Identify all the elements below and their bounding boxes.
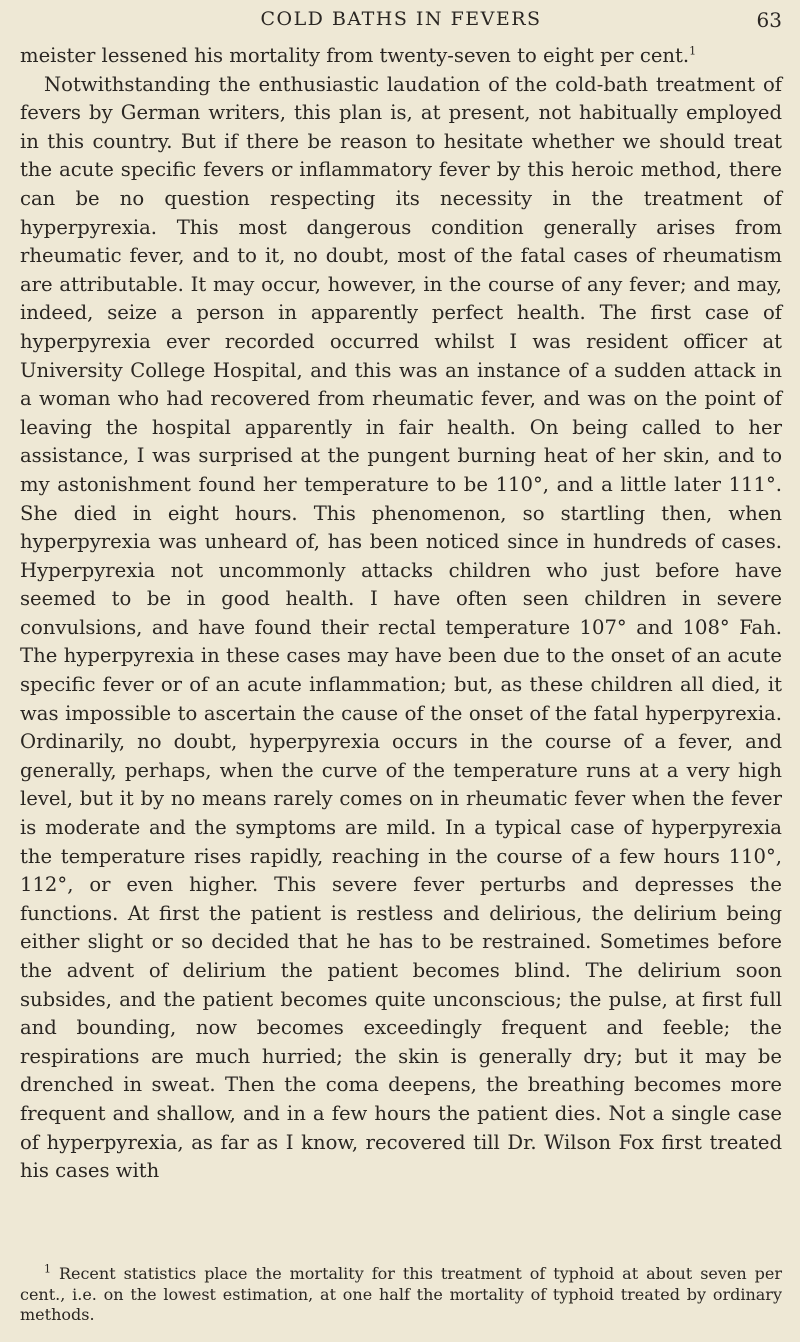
footnote-marker: 1 bbox=[44, 1262, 51, 1276]
footnote-reference: 1 bbox=[689, 44, 697, 58]
page-number: 63 bbox=[756, 8, 782, 32]
footnote bbox=[20, 1264, 782, 1326]
paragraph-1-text: meister lessened his mortality from twenty-seven to eight per cent. bbox=[20, 44, 690, 67]
footnote-text: Recent statistics place the mortality for this treatment of typhoid at about seven per cent., i.e. on the lowest estimation, at one half the mortality of typhoid treated by ordinary methods. bbox=[20, 1264, 782, 1324]
running-title: COLD BATHS IN FEVERS bbox=[260, 8, 542, 30]
paragraph-2: Notwithstanding the enthusiastic laudation of the cold-bath treatment of fevers by German writers, this plan is, at present, not habitually employed in this country. But if there be reason to hesitate whether we should treat the acute specific fevers or inflammatory fever by this heroic method, there can be no question respecting its necessity in the treatment of hyperpyrexia. This most dangerous condition generally arises from rheumatic fever, and to it, no doubt, most of the fatal cases of rheumatism are attributable. It may occur, however, in the course of any fever; and may, indeed, seize a person in apparently perfect health. The first case of hyperpyrexia ever recorded occurred whilst I was resident officer at University College Hospital, and this was an instance of a sudden attack in a woman who had recovered from rheumatic fever, and was on the point of leaving the hospital apparently in fair health. On being called to her assistance, I was surprised at the pungent burning heat of her skin, and to my astonishment found her temperature to be 110°, and a little later 111°. She died in eight hours. This phenomenon, so startling then, when hyperpyrexia was unheard of, has been noticed since in hundreds of cases. Hyperpyrexia not uncommonly attacks children who just before have seemed to be in good health. I have often seen children in severe convulsions, and have found their rectal temperature 107° and 108° Fah. The hyperpyrexia in these cases may have been due to the onset of an acute specific fever or of an acute inflammation; but, as these children all died, it was impossible to ascertain the cause of the onset of the fatal hyperpyrexia. Ordinarily, no doubt, hyperpyrexia occurs in the course of a fever, and generally, perhaps, when the curve of the temperature runs at a very high level, but it by no means rarely comes on in rheumatic fever when the fever is moderate and the symptoms are mild. In a typical case of hyperpyrexia the temperature rises rapidly, reaching in the course of a few hours 110°, 112°, or even higher. This severe fever perturbs and depresses the functions. At first the patient is restless and delirious, the delirium being either slight or so decided that he has to be restrained. Sometimes before the advent of delirium the patient becomes blind. The delirium soon subsides, and the patient becomes quite unconscious; the pulse, at first full and bounding, now becomes exceedingly frequent and feeble; the respirations are much hurried; the skin is generally dry; but it may be drenched in sweat. Then the coma deepens, the breathing becomes more frequent and shallow, and in a few hours the patient dies. Not a single case of hyperpyrexia, as far as I know, recovered till Dr. Wilson Fox first treated his cases with bbox=[20, 72, 782, 1183]
page-header bbox=[20, 8, 782, 38]
main-text bbox=[20, 42, 782, 1186]
paragraph-continuation bbox=[20, 42, 782, 71]
